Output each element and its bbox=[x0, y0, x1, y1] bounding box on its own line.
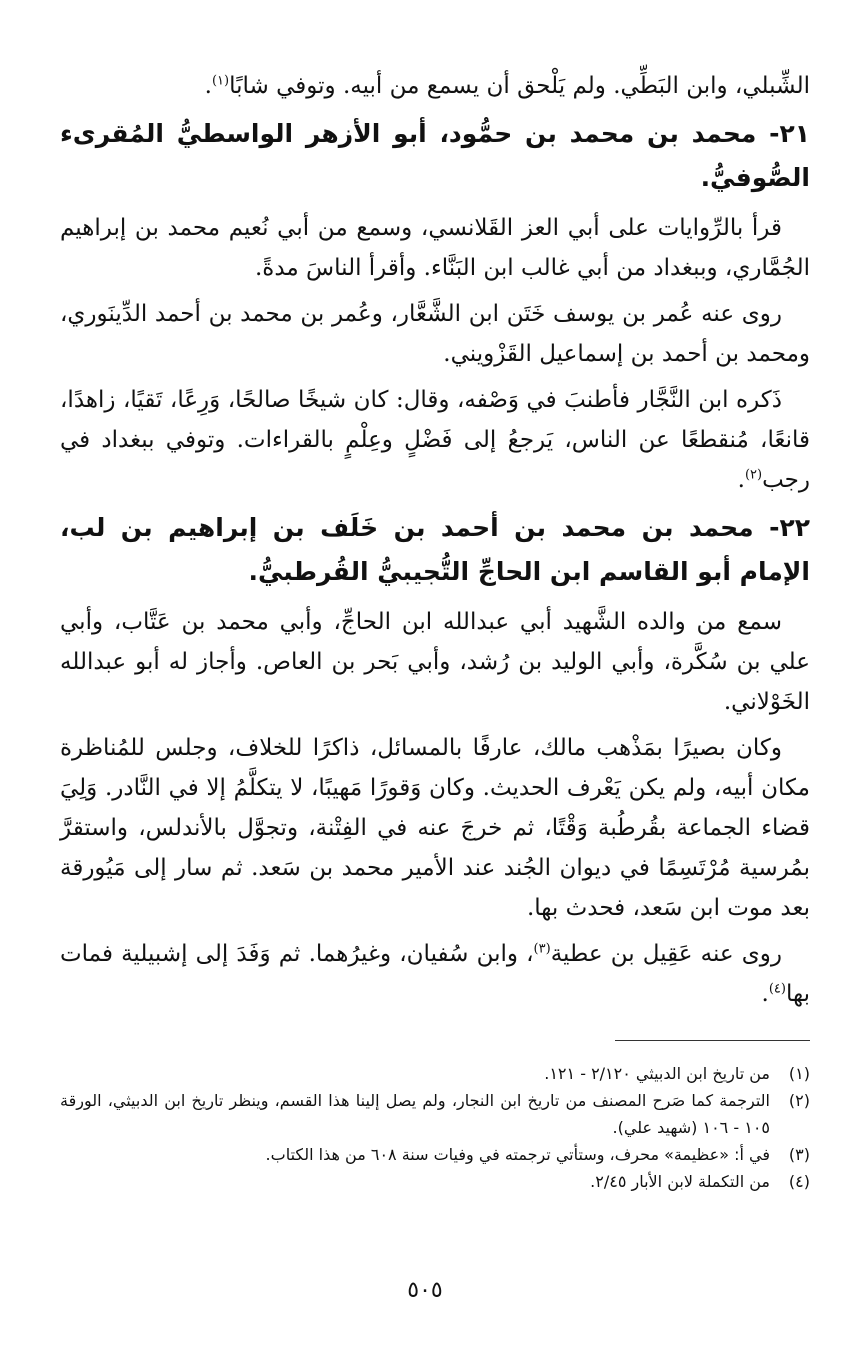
footnote-item bbox=[60, 1087, 810, 1141]
footnote-text: من التكملة لابن الأبار ٢/٤٥. bbox=[590, 1172, 770, 1191]
main-text bbox=[60, 66, 810, 1020]
paragraph-text: روى عنه عَقِيل بن عطية bbox=[550, 941, 782, 967]
paragraph-text: ، وابن سُفيان، وغيرُهما. ثم وَفَدَ إلى إشبيلية فمات بها bbox=[60, 941, 810, 1007]
footnote-number: (٤) bbox=[788, 1172, 810, 1191]
footnotes bbox=[60, 1060, 810, 1195]
entry-heading-21: ٢١- محمد بن محمد بن حمُّود، أبو الأزهر الواسطيُّ المُقرىء الصُّوفيُّ. bbox=[60, 119, 810, 192]
paragraph-text: ذَكره ابن النَّجَّار فأطنبَ في وَصْفه، وقال: كان شيخًا صالحًا، وَرِعًا، تَقيًا، زاهدًا، قانعًا، مُنقطعًا عن الناس، يَرجعُ إلى فَضْلٍ وعِلْمٍ بالقراءات. وتوفي ببغداد في رجب bbox=[60, 387, 810, 493]
entry-heading-22: ٢٢- محمد بن محمد بن أحمد بن خَلَف بن إبراهيم بن لب، الإمام أبو القاسم ابن الحاجِّ التُّجيبيُّ القُرطبيُّ. bbox=[60, 513, 810, 586]
footnote-item bbox=[60, 1141, 810, 1168]
footnote-item bbox=[60, 1060, 810, 1087]
paragraph: قرأ بالرِّوايات على أبي العز القَلانسي، وسمع من أبي نُعيم محمد بن إبراهيم الجُمَّاري، وببغداد من أبي غالب ابن البَنَّاء. وأقرأ الناسَ مدةً. bbox=[60, 215, 810, 281]
paragraph: وكان بصيرًا بمَذْهب مالك، عارفًا بالمسائل، ذاكرًا للخلاف، وجلس للمُناظرة مكان أبيه، ولم يكن يَعْرف الحديث. وكان وَقورًا مَهيبًا، لا يتكلَّمُ إلا في النَّادر. وَلِيَ قضاء الجماعة بقُرطُبة وَقْتًا، ثم خرجَ عنه في الفِتْنة، وتجوَّل بالأندلس، واستقرَّ بمُرسية مُرْتَسِمًا في ديوان الجُند عند الأمير محمد بن سَعد. ثم سار إلى مَيُورقة بعد موت ابن سَعد، فحدث بها. bbox=[60, 735, 810, 921]
footnote-number: (٣) bbox=[788, 1145, 810, 1164]
footnote-text: الترجمة كما صَرح المصنف من تاريخ ابن النجار، ولم يصل إلينا هذا القسم، وينظر تاريخ ابن الدبيثي، الورقة ١٠٥ - ١٠٦ (شهيد علي). bbox=[60, 1091, 770, 1137]
footnote-ref[interactable]: (١) bbox=[211, 73, 230, 89]
footnote-ref[interactable]: (٢) bbox=[744, 467, 763, 483]
footnote-item bbox=[60, 1168, 810, 1195]
paragraph bbox=[60, 934, 810, 1014]
period: . bbox=[761, 981, 769, 1007]
divider-line bbox=[615, 1040, 810, 1041]
footnote-divider bbox=[60, 1040, 810, 1041]
paragraph bbox=[60, 380, 810, 500]
footnote-number: (١) bbox=[788, 1064, 810, 1083]
paragraph-text: الشِّبلي، وابن البَطِّي. ولم يَلْحق أن يسمع من أبيه. وتوفي شابًا bbox=[229, 73, 810, 99]
footnote-ref[interactable]: (٣) bbox=[533, 941, 551, 957]
period: . bbox=[737, 467, 745, 493]
paragraph: روى عنه عُمر بن يوسف خَتَن ابن الشَّعَّار، وعُمر بن محمد بن أحمد الدِّينَوري، ومحمد بن أحمد بن إسماعيل القَزْويني. bbox=[60, 301, 810, 367]
page-number: ٥٠٥ bbox=[407, 1278, 443, 1303]
footnote-number: (٢) bbox=[788, 1091, 810, 1110]
footnote-ref[interactable]: (٤) bbox=[768, 981, 786, 997]
footnote-text: في أ: «عظيمة» محرف، وستأتي ترجمته في وفيات سنة ٦٠٨ من هذا الكتاب. bbox=[265, 1145, 770, 1164]
paragraph bbox=[60, 66, 810, 106]
footnote-text: من تاريخ ابن الدبيثي ٢/١٢٠ - ١٢١. bbox=[544, 1064, 770, 1083]
paragraph: سمع من والده الشَّهيد أبي عبدالله ابن الحاجِّ، وأبي محمد بن عَتَّاب، وأبي علي بن سُكَّرة، وأبي الوليد بن رُشد، وأبي بَحر بن العاص. وأجاز له أبو عبدالله الخَوْلاني. bbox=[60, 609, 810, 715]
period: . bbox=[204, 73, 212, 99]
